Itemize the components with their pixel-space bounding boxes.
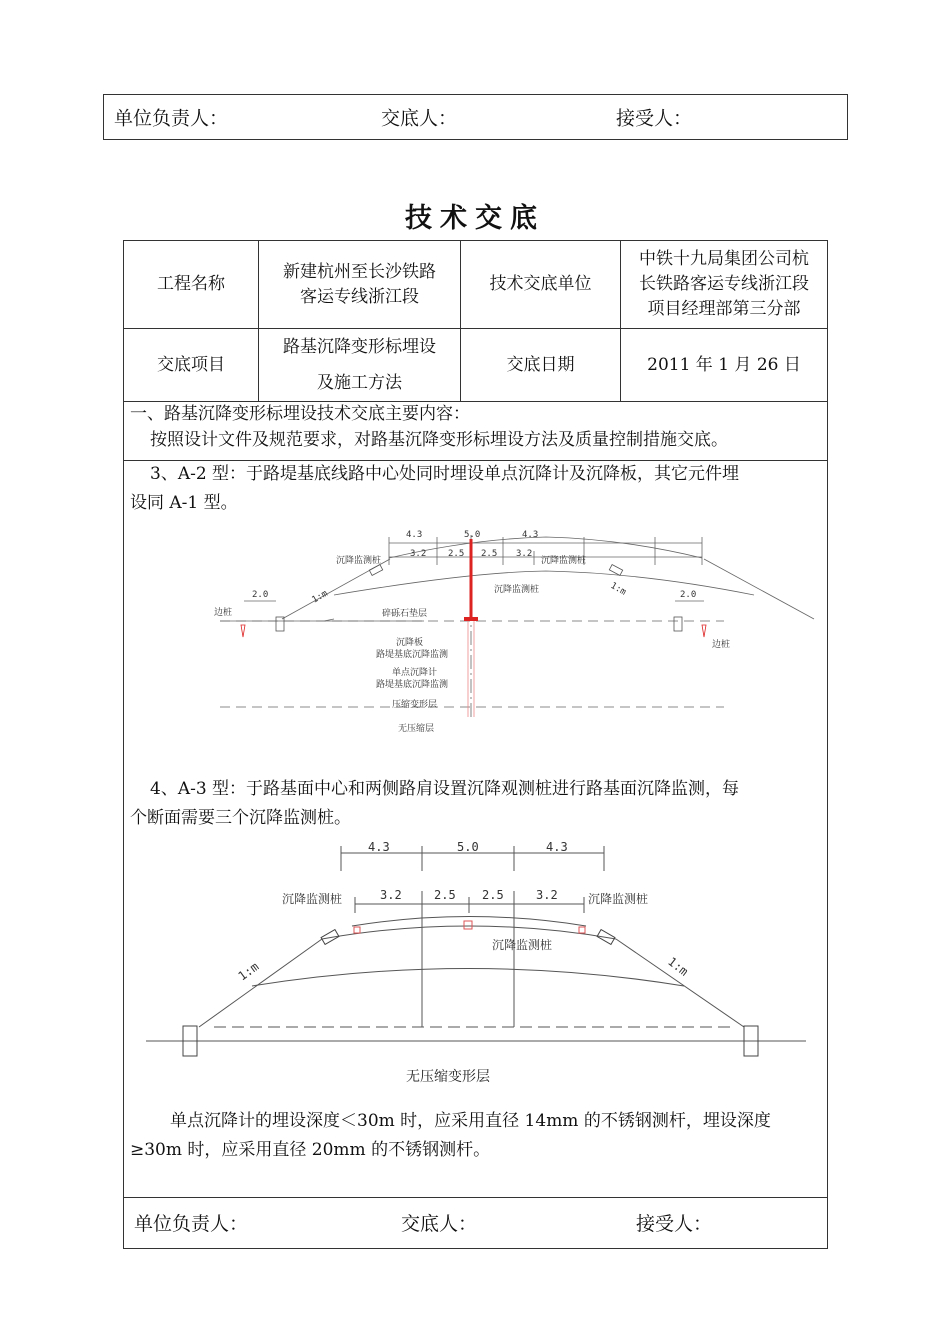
- note-line2: ≥30m 时，应采用直径 20mm 的不锈钢测杆。: [130, 1140, 491, 1160]
- d2-caption: 无压缩变形层: [406, 1069, 490, 1085]
- project-name-value: 新建杭州至长沙铁路 客运专线浙江段: [283, 261, 436, 307]
- presenter-label: 交底人：: [381, 107, 458, 130]
- bottom-unit-head-label: 单位负责人：: [134, 1213, 249, 1235]
- d2-label-right-pile: 沉降监测桩: [588, 892, 649, 906]
- label-right-pile: 沉降监测桩: [541, 556, 587, 566]
- d2-slope-right: 1:m: [665, 954, 691, 979]
- label-center-pile: 沉降监测桩: [494, 585, 540, 595]
- plate-desc: 路堤基底沉降监测: [376, 650, 449, 660]
- gauge-label: 单点沉降计: [392, 668, 438, 678]
- dim-mid-4: 3.2: [516, 549, 533, 559]
- bottom-presenter-label: 交底人：: [401, 1213, 478, 1235]
- dim-mid-3: 2.5: [481, 549, 498, 559]
- bottom-receiver-label: 接受人：: [636, 1213, 713, 1235]
- d2-dim-mid-3: 2.5: [482, 888, 504, 902]
- a3-section-diagram: [124, 841, 827, 1091]
- gravel-label: 碎砾石垫层: [382, 609, 428, 619]
- d2-label-center-pile: 沉降监测桩: [492, 938, 553, 952]
- item-value: 路基沉降变形标埋设 及施工方法: [283, 337, 436, 393]
- a2-text-line2: 设同 A-1 型。: [130, 493, 238, 513]
- slope-left: 1:m: [310, 588, 330, 606]
- a2-section-diagram: [124, 517, 827, 767]
- label-left-pile: 沉降监测桩: [336, 556, 382, 566]
- item-label: 交底项目: [157, 354, 225, 375]
- dim-top-right: 4.3: [522, 530, 539, 540]
- dim-side-left: 2.0: [252, 590, 269, 600]
- d2-dim-top-left: 4.3: [368, 841, 390, 854]
- note-line1: 单点沉降计的埋设深度＜30m 时，应采用直径 14mm 的不锈钢测杆，埋设深度: [170, 1111, 771, 1131]
- slope-right: 1:m: [608, 580, 628, 598]
- gauge-desc: 路堤基底沉降监测: [376, 680, 449, 690]
- dim-mid-1: 3.2: [410, 549, 427, 559]
- dim-top-center: 5.0: [464, 530, 481, 540]
- receiver-label: 接受人：: [616, 107, 693, 130]
- disclosure-table: [123, 240, 828, 1249]
- d2-dim-mid-1: 3.2: [380, 888, 402, 902]
- a3-text-line1: 4、A-3 型：于路基面中心和两侧路肩设置沉降观测桩进行路基面沉降监测，每: [150, 779, 740, 799]
- date-label: 交底日期: [506, 354, 575, 375]
- unit-head-label: 单位负责人：: [114, 107, 229, 130]
- d2-label-left-pile: 沉降监测桩: [282, 892, 343, 906]
- disclosure-unit-label: 技术交底单位: [489, 274, 592, 294]
- document-title: 技术交底: [405, 203, 545, 234]
- dim-top-left: 4.3: [406, 530, 423, 540]
- dim-mid-2: 2.5: [448, 549, 465, 559]
- d2-dim-top-center: 5.0: [457, 841, 479, 854]
- dim-side-right: 2.0: [680, 590, 697, 600]
- edge-right-label: 边桩: [712, 640, 731, 650]
- a2-text-line1: 3、A-2 型：于路堤基底线路中心处同时埋设单点沉降计及沉降板，其它元件埋: [150, 464, 740, 484]
- d2-dim-mid-2: 2.5: [434, 888, 456, 902]
- compress-label: 压缩变形层: [392, 700, 438, 710]
- d2-dim-top-right: 4.3: [546, 841, 568, 854]
- a3-text-line2: 个断面需要三个沉降监测桩。: [130, 808, 351, 828]
- d2-slope-left: 1:m: [235, 959, 262, 984]
- date-value: 2011 年 1 月 26 日: [647, 354, 801, 375]
- d2-dim-mid-4: 3.2: [536, 888, 558, 902]
- section-heading: 一、路基沉降变形标埋设技术交底主要内容：: [130, 404, 470, 424]
- top-signature-box: [103, 94, 848, 140]
- disclosure-unit-value: 中铁十九局集团公司杭 长铁路客运专线浙江段 项目经理部第三分部: [639, 249, 809, 319]
- section-intro: 按照设计文件及规范要求，对路基沉降变形标埋设方法及质量控制措施交底。: [150, 430, 728, 450]
- plate-label: 沉降板: [396, 638, 424, 648]
- edge-left-label: 边桩: [214, 608, 233, 618]
- no-compress-label: 无压缩层: [398, 724, 435, 734]
- project-name-label: 工程名称: [157, 274, 225, 294]
